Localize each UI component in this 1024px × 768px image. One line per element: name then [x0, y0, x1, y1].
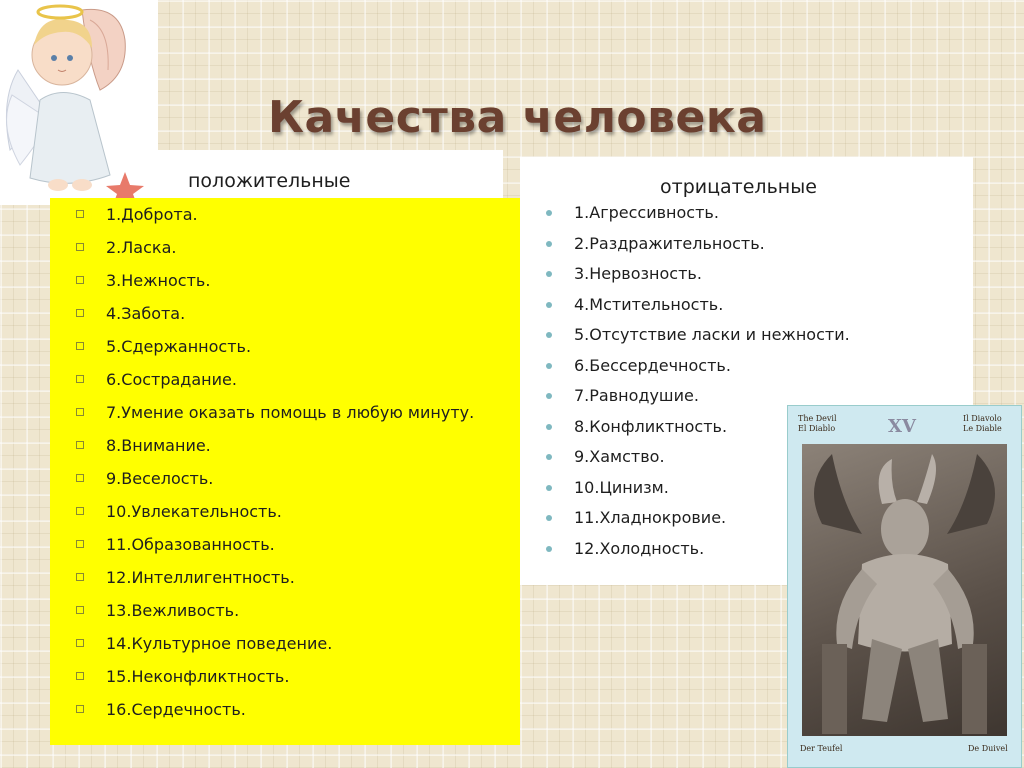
- list-item: 9.Хамство.: [546, 442, 850, 473]
- list-item: 16.Сердечность.: [72, 693, 474, 726]
- dot-icon: [546, 363, 552, 369]
- dot-icon: [546, 485, 552, 491]
- list-item: 5.Сдержанность.: [72, 330, 474, 363]
- list-item: 7.Умение оказать помощь в любую минуту.: [72, 396, 474, 429]
- positive-panel: [50, 198, 520, 745]
- square-outline-icon: [76, 342, 84, 350]
- list-item: 3.Нервозность.: [546, 259, 850, 290]
- square-outline-icon: [76, 540, 84, 548]
- card-numeral: XV: [888, 416, 916, 437]
- list-item: 14.Культурное поведение.: [72, 627, 474, 660]
- list-item: 9.Веселость.: [72, 462, 474, 495]
- dot-icon: [546, 454, 552, 460]
- devil-tarot-card: [787, 405, 1022, 768]
- square-outline-icon: [76, 606, 84, 614]
- list-item: 13.Вежливость.: [72, 594, 474, 627]
- card-label-top-left: The Devil El Diablo: [798, 414, 837, 433]
- devil-illustration: [802, 444, 1007, 736]
- list-item: 12.Холодность.: [546, 534, 850, 565]
- list-item: 4.Забота.: [72, 297, 474, 330]
- negative-header: отрицательные: [660, 176, 817, 198]
- positive-header-box: [155, 150, 503, 200]
- square-outline-icon: [76, 276, 84, 284]
- positive-header: положительные: [188, 170, 351, 192]
- list-item: 12.Интеллигентность.: [72, 561, 474, 594]
- square-outline-icon: [76, 309, 84, 317]
- page-title: Качества человека: [268, 92, 767, 143]
- card-label-bottom-left: Der Teufel: [800, 744, 843, 753]
- list-item: 3.Нежность.: [72, 264, 474, 297]
- square-outline-icon: [76, 210, 84, 218]
- square-outline-icon: [76, 573, 84, 581]
- list-item: 6.Бессердечность.: [546, 351, 850, 382]
- list-item: 1.Агрессивность.: [546, 198, 850, 229]
- square-outline-icon: [76, 441, 84, 449]
- list-item: 2.Ласка.: [72, 231, 474, 264]
- square-outline-icon: [76, 507, 84, 515]
- square-outline-icon: [76, 243, 84, 251]
- list-item: 10.Увлекательность.: [72, 495, 474, 528]
- list-item: 15.Неконфликтность.: [72, 660, 474, 693]
- square-outline-icon: [76, 408, 84, 416]
- angel-illustration: [0, 0, 158, 205]
- dot-icon: [546, 271, 552, 277]
- square-outline-icon: [76, 375, 84, 383]
- card-label-bottom-right: De Duivel: [968, 744, 1008, 753]
- positive-list: [72, 198, 474, 726]
- square-outline-icon: [76, 705, 84, 713]
- list-item: 2.Раздражительность.: [546, 229, 850, 260]
- dot-icon: [546, 241, 552, 247]
- dot-icon: [546, 424, 552, 430]
- list-item: 10.Цинизм.: [546, 473, 850, 504]
- list-item: 1.Доброта.: [72, 198, 474, 231]
- list-item: 8.Внимание.: [72, 429, 474, 462]
- dot-icon: [546, 210, 552, 216]
- dot-icon: [546, 332, 552, 338]
- list-item: 7.Равнодушие.: [546, 381, 850, 412]
- dot-icon: [546, 515, 552, 521]
- card-label-top-right: Il Diavolo Le Diable: [963, 414, 1002, 433]
- dot-icon: [546, 546, 552, 552]
- square-outline-icon: [76, 672, 84, 680]
- list-item: 11.Образованность.: [72, 528, 474, 561]
- dot-icon: [546, 302, 552, 308]
- list-item: 11.Хладнокровие.: [546, 503, 850, 534]
- list-item: 6.Сострадание.: [72, 363, 474, 396]
- square-outline-icon: [76, 639, 84, 647]
- square-outline-icon: [76, 474, 84, 482]
- dot-icon: [546, 393, 552, 399]
- list-item: 5.Отсутствие ласки и нежности.: [546, 320, 850, 351]
- list-item: 8.Конфликтность.: [546, 412, 850, 443]
- list-item: 4.Мстительность.: [546, 290, 850, 321]
